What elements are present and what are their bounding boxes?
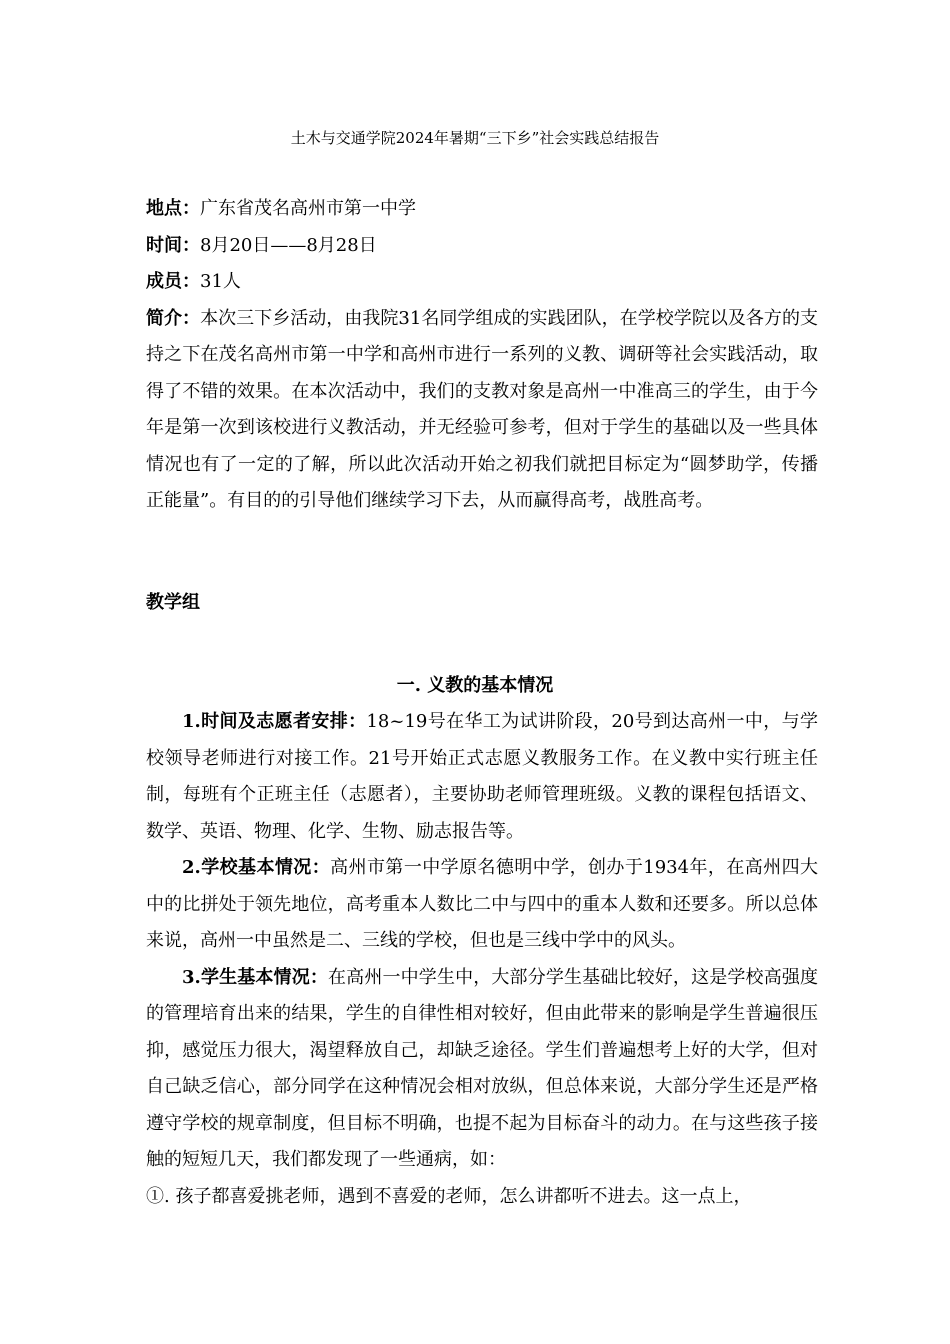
time-line xyxy=(146,228,818,265)
location-label: 地点： xyxy=(146,198,200,219)
location-value: 广东省茂名高州市第一中学 xyxy=(200,198,416,219)
intro-label: 简介： xyxy=(146,307,201,329)
paragraph-text: 在高州一中学生中，大部分学生基础比较好，这是学校高强度的管理培育出来的结果，学生的自律性相对较好，但由此带来的影响是学生普遍很压抑，感觉压力很大，渴望释放自己，却缺乏途径。学生们普遍想考上好的大学，但对自己缺乏信心，部分同学在这种情况会相对放纵，但总体来说，大部分学生还是严格遵守学校的规章制度，但目标不明确，也提不起为目标奋斗的动力。在与这些孩子接触的短短几天，我们都发现了一些通病，如： xyxy=(146,966,819,1170)
paragraph-lead: 学生基本情况： xyxy=(200,966,329,988)
intro-text: 本次三下乡活动，由我院31名同学组成的实践团队，在学校学院以及各方的支持之下在茂名高州市第一中学和高州市进行一系列的义教、调研等社会实践活动，取得了不错的效果。在本次活动中，我们的支教对象是高州一中准高三的学生，由于今年是第一次到该校进行义教活动，并无经验可参考，但对于学生的基础以及一些具体情况也有了一定的了解，所以此次活动开始之初我们就把目标定为“圆梦助学，传播正能量”。有目的的引导他们继续学习下去，从而赢得高考，战胜高考。 xyxy=(146,307,818,511)
paragraph-text: 高州市第一中学原名德明中学，创办于1934年，在高州四大中的比拼处于领先地位，高考重本人数比二中与四中的重本人数和还要多。所以总体来说，高州一中虽然是二、三线的学校，但也是三线中学中的风头。 xyxy=(146,857,819,951)
members-line xyxy=(146,264,818,301)
paragraph-text: 18~19号在华工为试讲阶段，20号到达高州一中，与学校领导老师进行对接工作。21号开始正式志愿义教服务工作。在义教中实行班主任制，每班有个正班主任（志愿者），主要协助老师管理班级。义教的课程包括语文、数学、英语、物理、化学、生物、励志报告等。 xyxy=(146,711,819,842)
intro-paragraph xyxy=(146,301,818,520)
chapter-heading: 一. 义教的基本情况 xyxy=(396,675,554,696)
paragraph-number: 1. xyxy=(182,711,201,732)
section-heading-teaching-group: 教学组 xyxy=(146,592,200,613)
paragraph-lead: 学校基本情况： xyxy=(200,857,331,878)
meta-info xyxy=(146,191,818,520)
document-title: 土木与交通学院2024年暑期“三下乡”社会实践总结报告 xyxy=(290,129,660,147)
list-marker: ①. xyxy=(146,1185,170,1207)
list-item xyxy=(146,1179,818,1216)
paragraph-number: 3. xyxy=(182,966,201,988)
chapter-content xyxy=(146,704,818,1215)
paragraph-student-info xyxy=(146,960,818,1179)
paragraph-lead: 时间及志愿者安排： xyxy=(200,711,367,732)
location-line xyxy=(146,191,818,228)
time-label: 时间： xyxy=(146,234,200,256)
time-value: 8月20日——8月28日 xyxy=(200,234,377,256)
list-item-text: 孩子都喜爱挑老师，遇到不喜爱的老师，怎么讲都听不进去。这一点上， xyxy=(175,1185,752,1207)
members-label: 成员： xyxy=(146,271,200,292)
paragraph-schedule xyxy=(146,704,818,850)
members-value: 31人 xyxy=(200,271,241,292)
paragraph-school-info xyxy=(146,850,818,960)
paragraph-number: 2. xyxy=(182,857,201,878)
